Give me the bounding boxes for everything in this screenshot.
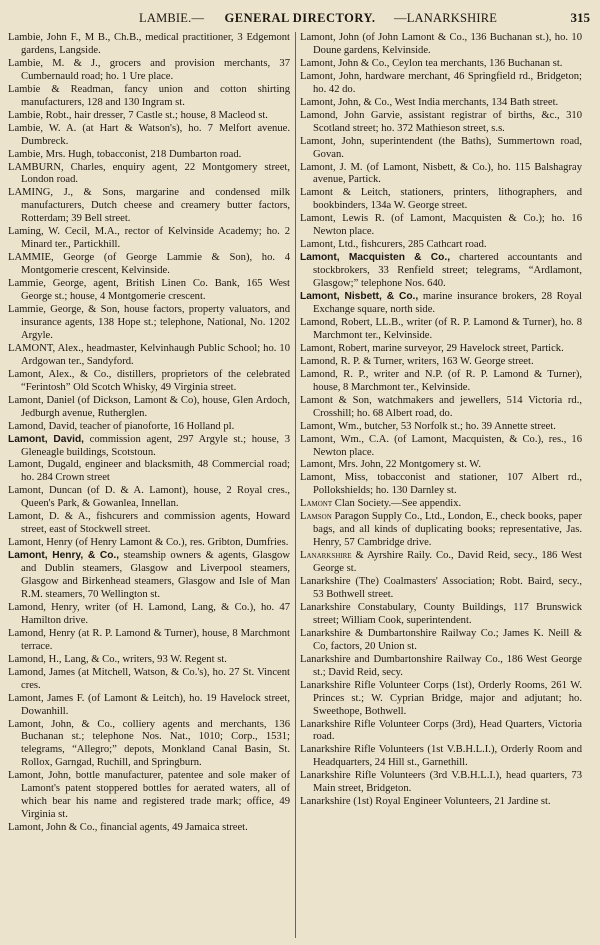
- entry-text: Lanarkshire (The) Coalmasters' Association; Robt. Baird, secy., 53 Bothwell street.: [300, 576, 582, 600]
- entry-text: Lamond, Henry (at R. P. Lamond & Turner), house, 8 Marchmont terrace.: [8, 627, 290, 652]
- entry-text: Lamont, Dugald, engineer and blacksmith, 48 Commercial road; ho. 284 Crown street: [8, 459, 290, 484]
- directory-entry: [300, 162, 582, 188]
- entry-name-bold: Lamont, Macquisten & Co.,: [300, 252, 451, 264]
- entry-text: Lamont, John, & Co., West India merchants, 134 Bath street.: [300, 96, 559, 108]
- entry-text: Lamont & Leitch, stationers, printers, lithographers, and bookbinders, 134a W. George street.: [300, 187, 582, 212]
- directory-entry: [8, 226, 290, 252]
- entry-text: Lamond, R. P. & Turner, writers, 163 W. George street.: [300, 355, 534, 367]
- directory-entry: [8, 58, 290, 84]
- directory-entry: [8, 459, 290, 485]
- entry-text: Lamont, John, & Co., colliery agents and merchants, 136 Buchanan st.; telephone Nos. Nat., 1010; Corp., 1531; telegrams, “Allegro;” depots, Monkland Canal Basin, St. Rollox, Garngad, Ruchill, and Springburn.: [8, 718, 290, 769]
- directory-entry: [300, 97, 582, 110]
- entry-text: Lammie, George, & Son, house factors, property valuators, and insurance agents, 138 Hope st.; telephone, National, No. 1202 Argyle.: [8, 304, 290, 341]
- entry-text: Lamont, D. & A., fishcurers and commission agents, Howard street, east of Stockwell street.: [8, 511, 290, 536]
- entry-text: Lanarkshire Constabulary, County Buildings, 117 Brunswick street; William Cook, superintendent.: [300, 601, 582, 626]
- page-header: [0, 8, 600, 28]
- entry-name-bold: Lamont, Henry, & Co.,: [8, 550, 120, 562]
- entry-text: Lanarkshire Rifle Volunteers (3rd V.B.H.L.I.), head quarters, 73 Main street, Bridgeton.: [300, 770, 582, 795]
- directory-entry: [300, 576, 582, 602]
- directory-entry: [8, 369, 290, 395]
- entry-name-bold: Lamont, David,: [8, 433, 84, 445]
- directory-entry: [8, 278, 290, 304]
- entry-text: Lamont, Lewis R. (of Lamont, Macquisten & Co.); ho. 16 Newton place.: [300, 213, 582, 238]
- directory-entry: [8, 252, 290, 278]
- directory-entry: [300, 719, 582, 745]
- entry-text: Lambie, W. A. (at Hart & Watson's), ho. 7 Melfort avenue. Dumbreck.: [8, 122, 290, 147]
- entry-text: Laming, W. Cecil, M.A., rector of Kelvinside Academy; ho. 2 Minard ter., Partickhill.: [8, 226, 290, 251]
- header-right: —LANARKSHIRE: [394, 11, 498, 25]
- directory-entry: [8, 343, 290, 369]
- directory-entry: [8, 162, 290, 188]
- entry-text: Lamont & Son, watchmakers and jewellers, 514 Victoria rd., Crosshill; ho. 68 Albert road, do.: [300, 394, 582, 419]
- entry-text: commission agent, 297 Argyle st.; house, 3 Gleneagle buildings, Scotstoun.: [21, 433, 290, 458]
- entry-text: LAMMIE, George (of George Lammie & Son), ho. 4 Montgomerie crescent, Kelvinside.: [8, 252, 290, 277]
- directory-entry: [300, 187, 582, 213]
- entry-text: Lanarkshire & Dumbartonshire Railway Co.; James K. Neill & Co, factors, 20 Union st.: [300, 627, 582, 652]
- directory-entry: [300, 213, 582, 239]
- directory-entry: [300, 252, 582, 291]
- directory-entry: [8, 187, 290, 226]
- directory-entry: [300, 770, 582, 796]
- directory-entry: [300, 291, 582, 317]
- entry-text: Lambie, Robt., hair dresser, 7 Castle st.; house, 8 Macleod st.: [8, 109, 268, 121]
- directory-entry: [300, 136, 582, 162]
- entry-text: Lamont, Ltd., fishcurers, 285 Cathcart road.: [300, 239, 487, 251]
- entry-text: Lamont, John & Co., financial agents, 49 Jamaica street.: [8, 822, 248, 834]
- column-divider: [295, 32, 296, 938]
- entry-text: Lambie, John F., M B., Ch.B., medical practitioner, 3 Edgemont gardens, Langside.: [8, 32, 290, 56]
- entry-text: Lamont, Wm., butcher, 53 Norfolk st.; ho. 39 Annette street.: [300, 420, 556, 432]
- header-title: GENERAL DIRECTORY.: [224, 11, 376, 25]
- entry-text: Lamont, Duncan (of D. & A. Lamont), house, 2 Royal cres., Queen's Park, & Gowanlea, Innellan.: [8, 485, 290, 510]
- directory-entry: [300, 110, 582, 136]
- entry-text: Lamond, Henry, writer (of H. Lamond, Lang, & Co.), ho. 47 Hamilton drive.: [8, 601, 290, 626]
- entry-text: Lamont, John, hardware merchant, 46 Springfield rd., Bridgeton; ho. 42 do.: [300, 70, 582, 95]
- directory-entry: [8, 537, 290, 550]
- directory-entry: [300, 550, 582, 576]
- directory-entry: [300, 498, 582, 511]
- directory-entry: [8, 304, 290, 343]
- directory-entry: [300, 369, 582, 395]
- entry-text: Lamont, John (of John Lamont & Co., 136 Buchanan st.), ho. 10 Doune gardens, Kelvinside.: [300, 32, 582, 56]
- directory-entry: [8, 434, 290, 460]
- directory-entry: [300, 32, 582, 58]
- entry-text: Lanarkshire Rifle Volunteer Corps (1st), Orderly Rooms, 261 W. Princes st.; W. Cyprian Bridge, major and adjutant; ho. Sweethope, Bothwell.: [300, 679, 582, 717]
- entry-name-smallcaps: Lanarkshire: [300, 550, 352, 562]
- entry-text: Lamont, Alex., & Co., distillers, proprietors of the celebrated “Ferintosh” Old Scotch Whisky, 49 Virginia street.: [8, 368, 290, 393]
- entry-text: Lamond, R. P., writer and N.P. (of R. P. Lamond & Turner), house, 8 Marchmont ter., Kelvinside.: [300, 368, 582, 393]
- entry-text: LAMING, J., & Sons, margarine and condensed milk manufacturers, Dutch cheese and creamery butter factors, Rotterdam; 39 Bell street.: [8, 187, 290, 225]
- directory-entry: [8, 602, 290, 628]
- directory-entry: [8, 550, 290, 602]
- directory-entry: [8, 770, 290, 822]
- directory-entry: [8, 123, 290, 149]
- entry-text: LAMBURN, Charles, enquiry agent, 22 Montgomery street, London road.: [8, 161, 290, 186]
- directory-entry: [300, 58, 582, 71]
- entry-text: Lamond, H., Lang, & Co., writers, 93 W. Regent st.: [8, 653, 227, 665]
- entry-text: LAMONT, Alex., headmaster, Kelvinhaugh Public School; ho. 10 Ardgowan ter., Sandyford.: [8, 342, 290, 367]
- entry-text: Lamond, David, teacher of pianoforte, 16 Holland pl.: [8, 420, 235, 432]
- directory-entry: [300, 472, 582, 498]
- entry-text: Lamont, Henry (of Henry Lamont & Co.), res. Gribton, Dumfries.: [8, 537, 289, 549]
- directory-entry: [8, 395, 290, 421]
- entry-text: steamship owners & agents, Glasgow and Dublin steamers, Glasgow and Liverpool steamers, Glasgow and Birkenhead steamers, Glasgow and Isle of Man R.M. steamers, 70 Wellington st.: [21, 550, 291, 600]
- directory-entry: [300, 796, 582, 809]
- entry-text: marine insurance brokers, 28 Royal Exchange square, north side.: [313, 291, 582, 316]
- page-number: 315: [570, 10, 590, 25]
- entry-text: Lamont, John & Co., Ceylon tea merchants, 136 Buchanan st.: [300, 57, 563, 69]
- directory-entry: [300, 680, 582, 719]
- entry-text: Lamont, John, bottle manufacturer, patentee and sole maker of Lamont's patent stoppered bottles for aerated waters, all of which bear his name and registered trade mark; office, 49 Virginia st.: [8, 770, 290, 821]
- directory-entry: [8, 511, 290, 537]
- left-column: [8, 32, 290, 835]
- directory-entry: [300, 744, 582, 770]
- entry-text: Lamond, James (at Mitchell, Watson, & Co.'s), ho. 27 St. Vincent cres.: [8, 666, 290, 691]
- entry-text: Lambie, M. & J., grocers and provision merchants, 37 Cumbernauld road; ho. 1 Ure place.: [8, 57, 290, 82]
- header-left: LAMBIE.—: [139, 11, 205, 25]
- directory-entry: [8, 654, 290, 667]
- directory-entry: [8, 822, 290, 835]
- right-column: [300, 32, 582, 809]
- directory-entry: [300, 395, 582, 421]
- directory-entry: [8, 719, 290, 771]
- directory-entry: [8, 693, 290, 719]
- entry-text: Lanarkshire and Dumbartonshire Railway Co., 186 West George st.; David Reid, secy.: [300, 653, 582, 678]
- directory-entry: [300, 654, 582, 680]
- entry-text: Lamond, Robert, LL.B., writer (of R. P. Lamond & Turner), ho. 8 Marchmont ter., Kelvinside.: [300, 316, 582, 341]
- entry-text: chartered accountants and stockbrokers, 33 Renfield street; telegrams, “Ardlamont, Glasgow;” telephone Nos. 640.: [313, 252, 582, 290]
- entry-text: Lamont, Daniel (of Dickson, Lamont & Co), house, Glen Ardoch, Jedburgh avenue, Rutherglen.: [8, 394, 290, 419]
- directory-entry: [8, 149, 290, 162]
- directory-entry: [300, 356, 582, 369]
- directory-entry: [8, 628, 290, 654]
- directory-entry: [300, 511, 582, 550]
- directory-entry: [8, 421, 290, 434]
- directory-entry: [8, 32, 290, 58]
- directory-entry: [300, 317, 582, 343]
- entry-text: Lamont, Mrs. John, 22 Montgomery st. W.: [300, 459, 481, 471]
- directory-entry: [300, 71, 582, 97]
- directory-entry: [8, 485, 290, 511]
- entry-text: Lamont, J. M. (of Lamont, Nisbett, & Co.), ho. 115 Balshagray avenue, Partick.: [300, 161, 582, 186]
- entry-name-bold: Lamont, Nisbett, & Co.,: [300, 291, 419, 303]
- directory-entry: [300, 602, 582, 628]
- entry-text: Lanarkshire Rifle Volunteers (1st V.B.H.L.I.), Orderly Room and Headquarters, 24 Hill st., Garnethill.: [300, 744, 582, 769]
- entry-name-smallcaps: Lamson: [300, 511, 332, 523]
- entry-text: Lanarkshire Rifle Volunteer Corps (3rd), Head Quarters, Victoria road.: [300, 718, 582, 743]
- directory-entry: [8, 667, 290, 693]
- directory-entry: [300, 421, 582, 434]
- entry-text: Lammie, George, agent, British Linen Co. Bank, 165 West George st.; house, 4 Montgomerie crescent.: [8, 278, 290, 303]
- entry-text: Lamont, Robert, marine surveyor, 29 Havelock street, Partick.: [300, 342, 564, 354]
- directory-entry: [300, 434, 582, 460]
- entry-text: Lambie, Mrs. Hugh, tobacconist, 218 Dumbarton road.: [8, 148, 242, 160]
- entry-text: Lamont, Wm., C.A. (of Lamont, Macquisten, & Co.), res., 16 Newton place.: [300, 433, 582, 458]
- directory-entry: [8, 110, 290, 123]
- directory-entry: [300, 343, 582, 356]
- directory-entry: [300, 239, 582, 252]
- entry-name-smallcaps: Lamont: [300, 498, 333, 510]
- entry-text: Lamont, James F. (of Lamont & Leitch), ho. 19 Havelock street, Dowanhill.: [8, 692, 290, 717]
- entry-text: Lamond, John Garvie, assistant registrar of births, &c., 310 Scotland street; ho. 372 Mathieson street, s.s.: [300, 109, 582, 134]
- entry-text: Lamont, John, superintendent (the Baths), Summertown road, Govan.: [300, 135, 582, 160]
- entry-text: Lamont, Miss, tobacconist and stationer, 107 Albert rd., Pollokshields; ho. 130 Darnley st.: [300, 472, 582, 497]
- entry-text: & Ayrshire Raily. Co., David Reid, secy., 186 West George st.: [313, 550, 582, 575]
- entry-text: Lambie & Readman, fancy union and cotton shirting manufacturers, 128 and 130 Ingram st.: [8, 83, 290, 108]
- entry-text: Paragon Supply Co., Ltd., London, E., check books, paper bags, and all kinds of duplicating books; representative, Jas. Henry, 57 Cambridge drive.: [313, 511, 582, 549]
- directory-entry: [300, 628, 582, 654]
- entry-text: Lanarkshire (1st) Royal Engineer Volunteers, 21 Jardine st.: [300, 796, 551, 808]
- directory-entry: [300, 459, 582, 472]
- entry-text: Clan Society.—See appendix.: [332, 498, 462, 510]
- directory-entry: [8, 84, 290, 110]
